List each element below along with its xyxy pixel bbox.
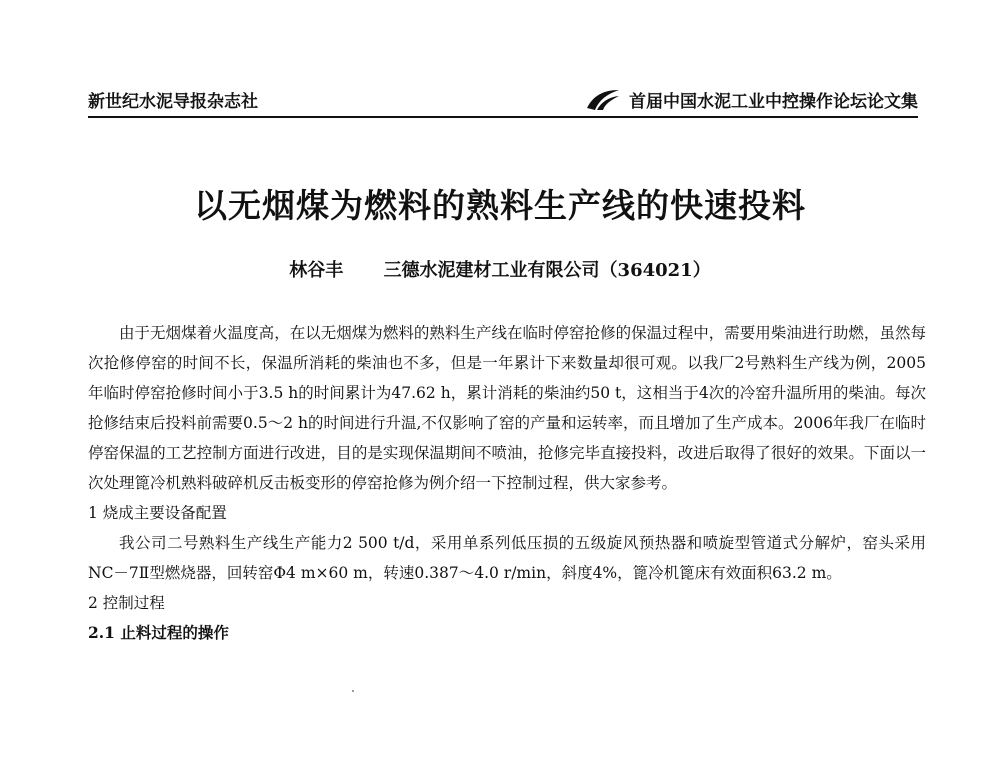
header-rule [88, 116, 918, 118]
author-affiliation: 三德水泥建材工业有限公司（364021） [383, 260, 711, 281]
author-name: 林谷丰 [289, 260, 344, 281]
intro-paragraph: 由于无烟煤着火温度高，在以无烟煤为燃料的熟料生产线在临时停窑抢修的保温过程中，需要用柴油进行助燃，虽然每次抢修停窑的时间不长，保温所消耗的柴油也不多，但是一年累计下来数量却很可观。以我厂2号熟料生产线为例，2005年临时停窑抢修时间小于3.5 h的时间累计为47.62 h，累计消耗的柴油约50 t，这相当于4次的冷窑升温所用的柴油。每次抢修结束后投料前需要0.5～2 h的时间进行升温,不仅影响了窑的产量和运转率，而且增加了生产成本。2006年我厂在临时停窑保温的工艺控制方面进行改进，目的是实现保温期间不喷油，抢修完毕直接投料，改进后取得了很好的效果。下面以一次处理篦冷机熟料破碎机反击板变形的停窑抢修为例介绍一下控制过程，供大家参考。 [88, 324, 926, 492]
proceedings-title: 首届中国水泥工业中控操作论坛论文集 [629, 92, 918, 112]
byline [0, 256, 1000, 282]
section-1-heading: 1 烧成主要设备配置 [88, 504, 227, 522]
scan-speck [352, 690, 354, 692]
section-2-heading: 2 控制过程 [88, 594, 165, 612]
article-title: 以无烟煤为燃料的熟料生产线的快速投料 [194, 186, 806, 225]
running-header [88, 86, 918, 118]
section-1-paragraph: 我公司二号熟料生产线生产能力2 500 t/d，采用单系列低压损的五级旋风预热器和喷旋型管道式分解炉，窑头采用NC－7Ⅱ型燃烧器，回转窑Φ4 m×60 m，转速0.387～4.0 r/min，斜度4%，篦冷机篦床有效面积63.2 m。 [88, 534, 926, 582]
article-body [88, 318, 926, 648]
section-2-1-heading: 2.1 止料过程的操作 [88, 623, 229, 642]
publisher-name: 新世纪水泥导报杂志社 [88, 92, 258, 112]
swoosh-logo-icon [585, 88, 621, 112]
proceedings-title-group [585, 87, 918, 112]
